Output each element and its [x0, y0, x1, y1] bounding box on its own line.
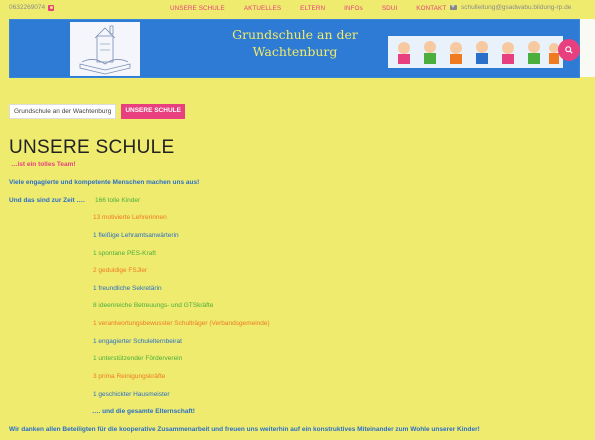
team-item-parents-council: 1 engagierter Schulelternbeirat [93, 338, 182, 345]
nav-item-infos[interactable]: INFOs [344, 5, 363, 12]
top-bar [0, 0, 595, 18]
tagline: …ist ein tolles Team! [11, 161, 76, 168]
main-nav [170, 5, 465, 12]
team-item-fsj: 2 geduldige FSJler [93, 267, 148, 274]
banner-title-line2: Wachtenburg [252, 44, 338, 59]
banner-title [210, 26, 380, 60]
closing-text: …. und die gesamte Elternschaft! [92, 408, 195, 415]
breadcrumb-home[interactable]: Grundschule an der Wachtenburg [9, 104, 116, 119]
team-item-school-board: 1 verantwortungsbewusster Schulträger (Verbandsgemeinde) [93, 320, 270, 327]
kids-illustration [388, 36, 563, 68]
breadcrumb-current: UNSERE SCHULE [121, 104, 185, 119]
thanks-text: Wir danken allen Beteiligten für die kooperative Zusammenarbeit und freuen uns weiterhin auf ein konstruktives Miteinander zum Wohle unserer Kinder! [9, 426, 480, 433]
team-item-teachers: 13 motivierte Lehrerinnen [93, 214, 167, 221]
nav-item-aktuelles[interactable]: AKTUELLES [243, 5, 282, 12]
team-item-caretaker: 1 geschickter Hausmeister [93, 391, 170, 398]
team-item-support-club: 1 unterstützender Förderverein [93, 355, 183, 362]
banner-title-line1: Grundschule an der [232, 27, 358, 42]
team-item-trainee: 1 fleißige Lehramtsanwärterin [93, 232, 179, 239]
banner-edge [580, 19, 595, 77]
phone-contact[interactable] [9, 4, 54, 11]
page-title: UNSERE SCHULE [9, 137, 175, 158]
nav-item-kontakt[interactable]: KONTAKT [416, 5, 447, 12]
email-contact[interactable] [450, 4, 571, 11]
nav-item-sdui[interactable]: SDUI [381, 5, 398, 12]
email-address[interactable]: schulleitung@gsadwabu.bildung-rp.de [461, 4, 572, 11]
nav-item-eltern[interactable]: ELTERN [300, 5, 326, 12]
whatsapp-icon[interactable] [48, 5, 54, 11]
team-item-care-staff: 8 ideenreiche Betreuungs- und GTSkräfte [93, 302, 214, 309]
team-item-secretary: 1 freundliche Sekretärin [93, 285, 162, 292]
header-banner[interactable] [9, 19, 580, 78]
team-item-pes: 1 spontane PES-Kraft [93, 250, 156, 257]
phone-number[interactable]: 0632269074 [9, 4, 46, 11]
envelope-icon [450, 5, 457, 10]
search-icon [565, 46, 573, 54]
intro-text: Viele engagierte und kompetente Menschen machen uns aus! [9, 179, 200, 186]
school-logo [70, 22, 140, 76]
breadcrumb [9, 104, 185, 119]
nav-item-unsere-schule[interactable]: UNSERE SCHULE [170, 5, 225, 12]
team-item-cleaners: 3 prima Reinigungskräfte [93, 373, 166, 380]
lead-text: Und das sind zur Zeit …. [9, 197, 85, 204]
team-item-children: 166 tolle Kinder [95, 197, 141, 204]
search-button[interactable] [558, 39, 580, 61]
